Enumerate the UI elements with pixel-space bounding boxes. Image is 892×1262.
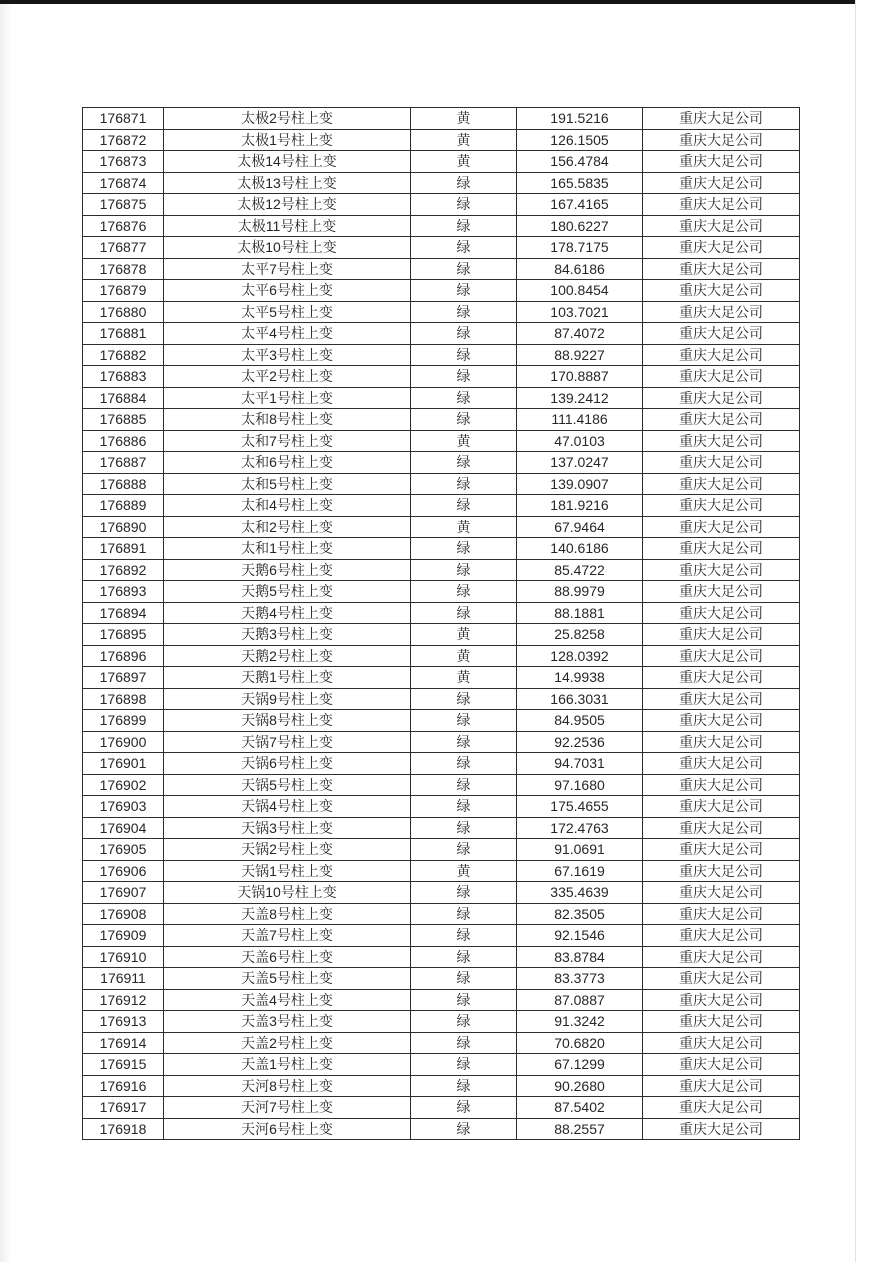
cell-status: 绿 bbox=[411, 237, 517, 259]
cell-value: 170.8887 bbox=[517, 366, 643, 388]
cell-status: 绿 bbox=[411, 1032, 517, 1054]
table-row bbox=[83, 387, 800, 409]
cell-id: 176895 bbox=[83, 624, 164, 646]
table-row bbox=[83, 194, 800, 216]
cell-name: 天鹅1号柱上变 bbox=[164, 667, 411, 689]
cell-company: 重庆大足公司 bbox=[643, 925, 800, 947]
cell-company: 重庆大足公司 bbox=[643, 237, 800, 259]
cell-name: 天河7号柱上变 bbox=[164, 1097, 411, 1119]
cell-id: 176905 bbox=[83, 839, 164, 861]
table-row bbox=[83, 710, 800, 732]
cell-status: 绿 bbox=[411, 409, 517, 431]
cell-company: 重庆大足公司 bbox=[643, 1011, 800, 1033]
cell-company: 重庆大足公司 bbox=[643, 108, 800, 130]
table-row bbox=[83, 172, 800, 194]
cell-name: 太极13号柱上变 bbox=[164, 172, 411, 194]
table-row bbox=[83, 452, 800, 474]
cell-value: 83.8784 bbox=[517, 946, 643, 968]
cell-company: 重庆大足公司 bbox=[643, 624, 800, 646]
cell-company: 重庆大足公司 bbox=[643, 151, 800, 173]
cell-status: 绿 bbox=[411, 710, 517, 732]
cell-company: 重庆大足公司 bbox=[643, 946, 800, 968]
table-row bbox=[83, 839, 800, 861]
cell-name: 天锅9号柱上变 bbox=[164, 688, 411, 710]
cell-company: 重庆大足公司 bbox=[643, 581, 800, 603]
cell-status: 黄 bbox=[411, 667, 517, 689]
cell-value: 94.7031 bbox=[517, 753, 643, 775]
cell-value: 87.4072 bbox=[517, 323, 643, 345]
cell-name: 天鹅2号柱上变 bbox=[164, 645, 411, 667]
cell-company: 重庆大足公司 bbox=[643, 1075, 800, 1097]
cell-id: 176875 bbox=[83, 194, 164, 216]
cell-company: 重庆大足公司 bbox=[643, 753, 800, 775]
cell-company: 重庆大足公司 bbox=[643, 667, 800, 689]
table-row bbox=[83, 1118, 800, 1140]
cell-id: 176892 bbox=[83, 559, 164, 581]
table-row bbox=[83, 301, 800, 323]
cell-name: 天盖2号柱上变 bbox=[164, 1032, 411, 1054]
table-row bbox=[83, 645, 800, 667]
cell-status: 绿 bbox=[411, 602, 517, 624]
cell-name: 太极11号柱上变 bbox=[164, 215, 411, 237]
cell-company: 重庆大足公司 bbox=[643, 1054, 800, 1076]
cell-value: 67.1299 bbox=[517, 1054, 643, 1076]
cell-company: 重庆大足公司 bbox=[643, 796, 800, 818]
cell-value: 92.1546 bbox=[517, 925, 643, 947]
cell-value: 165.5835 bbox=[517, 172, 643, 194]
cell-status: 绿 bbox=[411, 839, 517, 861]
cell-status: 绿 bbox=[411, 817, 517, 839]
cell-value: 100.8454 bbox=[517, 280, 643, 302]
cell-status: 绿 bbox=[411, 194, 517, 216]
cell-value: 128.0392 bbox=[517, 645, 643, 667]
table-row bbox=[83, 602, 800, 624]
table-row bbox=[83, 366, 800, 388]
cell-company: 重庆大足公司 bbox=[643, 839, 800, 861]
table-row bbox=[83, 559, 800, 581]
cell-id: 176883 bbox=[83, 366, 164, 388]
cell-status: 绿 bbox=[411, 882, 517, 904]
cell-name: 太和4号柱上变 bbox=[164, 495, 411, 517]
cell-value: 140.6186 bbox=[517, 538, 643, 560]
cell-id: 176918 bbox=[83, 1118, 164, 1140]
cell-id: 176877 bbox=[83, 237, 164, 259]
table-row bbox=[83, 1075, 800, 1097]
cell-status: 绿 bbox=[411, 280, 517, 302]
cell-company: 重庆大足公司 bbox=[643, 172, 800, 194]
cell-id: 176881 bbox=[83, 323, 164, 345]
cell-company: 重庆大足公司 bbox=[643, 989, 800, 1011]
cell-id: 176914 bbox=[83, 1032, 164, 1054]
cell-status: 绿 bbox=[411, 172, 517, 194]
cell-id: 176873 bbox=[83, 151, 164, 173]
cell-status: 绿 bbox=[411, 538, 517, 560]
cell-id: 176915 bbox=[83, 1054, 164, 1076]
cell-id: 176878 bbox=[83, 258, 164, 280]
cell-status: 黄 bbox=[411, 430, 517, 452]
cell-name: 天锅2号柱上变 bbox=[164, 839, 411, 861]
cell-company: 重庆大足公司 bbox=[643, 129, 800, 151]
cell-value: 88.9979 bbox=[517, 581, 643, 603]
cell-company: 重庆大足公司 bbox=[643, 968, 800, 990]
table-row bbox=[83, 774, 800, 796]
cell-value: 166.3031 bbox=[517, 688, 643, 710]
cell-id: 176880 bbox=[83, 301, 164, 323]
cell-name: 太平3号柱上变 bbox=[164, 344, 411, 366]
table-row bbox=[83, 946, 800, 968]
cell-value: 67.1619 bbox=[517, 860, 643, 882]
cell-name: 太平5号柱上变 bbox=[164, 301, 411, 323]
cell-id: 176916 bbox=[83, 1075, 164, 1097]
cell-id: 176901 bbox=[83, 753, 164, 775]
cell-status: 绿 bbox=[411, 989, 517, 1011]
cell-id: 176876 bbox=[83, 215, 164, 237]
cell-company: 重庆大足公司 bbox=[643, 860, 800, 882]
cell-company: 重庆大足公司 bbox=[643, 645, 800, 667]
cell-company: 重庆大足公司 bbox=[643, 258, 800, 280]
cell-name: 天锅1号柱上变 bbox=[164, 860, 411, 882]
cell-value: 335.4639 bbox=[517, 882, 643, 904]
cell-id: 176910 bbox=[83, 946, 164, 968]
cell-id: 176885 bbox=[83, 409, 164, 431]
cell-name: 天盖3号柱上变 bbox=[164, 1011, 411, 1033]
cell-name: 天鹅4号柱上变 bbox=[164, 602, 411, 624]
cell-company: 重庆大足公司 bbox=[643, 731, 800, 753]
cell-status: 黄 bbox=[411, 151, 517, 173]
cell-name: 太平1号柱上变 bbox=[164, 387, 411, 409]
cell-id: 176904 bbox=[83, 817, 164, 839]
cell-name: 太极1号柱上变 bbox=[164, 129, 411, 151]
cell-name: 天锅7号柱上变 bbox=[164, 731, 411, 753]
cell-id: 176911 bbox=[83, 968, 164, 990]
cell-name: 太和5号柱上变 bbox=[164, 473, 411, 495]
cell-company: 重庆大足公司 bbox=[643, 473, 800, 495]
cell-name: 太平4号柱上变 bbox=[164, 323, 411, 345]
cell-id: 176872 bbox=[83, 129, 164, 151]
cell-status: 绿 bbox=[411, 968, 517, 990]
cell-status: 绿 bbox=[411, 774, 517, 796]
cell-company: 重庆大足公司 bbox=[643, 452, 800, 474]
cell-company: 重庆大足公司 bbox=[643, 516, 800, 538]
cell-status: 黄 bbox=[411, 624, 517, 646]
table-row bbox=[83, 1054, 800, 1076]
table-body bbox=[83, 108, 800, 1140]
cell-id: 176909 bbox=[83, 925, 164, 947]
cell-value: 25.8258 bbox=[517, 624, 643, 646]
cell-name: 太和1号柱上变 bbox=[164, 538, 411, 560]
cell-value: 91.3242 bbox=[517, 1011, 643, 1033]
cell-value: 111.4186 bbox=[517, 409, 643, 431]
cell-status: 绿 bbox=[411, 452, 517, 474]
cell-value: 172.4763 bbox=[517, 817, 643, 839]
cell-status: 绿 bbox=[411, 581, 517, 603]
table-row bbox=[83, 968, 800, 990]
cell-id: 176888 bbox=[83, 473, 164, 495]
page-right-edge bbox=[855, 0, 856, 1262]
cell-id: 176896 bbox=[83, 645, 164, 667]
transformer-data-table bbox=[82, 107, 800, 1140]
cell-value: 92.2536 bbox=[517, 731, 643, 753]
cell-status: 绿 bbox=[411, 1054, 517, 1076]
cell-value: 88.9227 bbox=[517, 344, 643, 366]
cell-name: 太极14号柱上变 bbox=[164, 151, 411, 173]
cell-status: 黄 bbox=[411, 645, 517, 667]
cell-name: 太和2号柱上变 bbox=[164, 516, 411, 538]
cell-value: 91.0691 bbox=[517, 839, 643, 861]
cell-value: 83.3773 bbox=[517, 968, 643, 990]
cell-name: 天盖4号柱上变 bbox=[164, 989, 411, 1011]
cell-value: 175.4655 bbox=[517, 796, 643, 818]
cell-company: 重庆大足公司 bbox=[643, 882, 800, 904]
cell-id: 176886 bbox=[83, 430, 164, 452]
cell-value: 180.6227 bbox=[517, 215, 643, 237]
cell-value: 88.2557 bbox=[517, 1118, 643, 1140]
cell-status: 黄 bbox=[411, 108, 517, 130]
cell-company: 重庆大足公司 bbox=[643, 344, 800, 366]
cell-name: 天锅6号柱上变 bbox=[164, 753, 411, 775]
cell-id: 176890 bbox=[83, 516, 164, 538]
cell-status: 绿 bbox=[411, 731, 517, 753]
table-row bbox=[83, 516, 800, 538]
table-row bbox=[83, 624, 800, 646]
table-row bbox=[83, 323, 800, 345]
cell-id: 176899 bbox=[83, 710, 164, 732]
cell-status: 绿 bbox=[411, 344, 517, 366]
cell-status: 绿 bbox=[411, 925, 517, 947]
cell-value: 178.7175 bbox=[517, 237, 643, 259]
cell-company: 重庆大足公司 bbox=[643, 602, 800, 624]
cell-name: 天盖5号柱上变 bbox=[164, 968, 411, 990]
cell-value: 85.4722 bbox=[517, 559, 643, 581]
cell-company: 重庆大足公司 bbox=[643, 903, 800, 925]
table-row bbox=[83, 151, 800, 173]
cell-name: 天盖1号柱上变 bbox=[164, 1054, 411, 1076]
cell-id: 176897 bbox=[83, 667, 164, 689]
cell-id: 176894 bbox=[83, 602, 164, 624]
cell-company: 重庆大足公司 bbox=[643, 817, 800, 839]
table-row bbox=[83, 473, 800, 495]
cell-status: 绿 bbox=[411, 473, 517, 495]
table-row bbox=[83, 430, 800, 452]
table-row bbox=[83, 237, 800, 259]
cell-name: 天锅10号柱上变 bbox=[164, 882, 411, 904]
cell-name: 太极12号柱上变 bbox=[164, 194, 411, 216]
cell-value: 14.9938 bbox=[517, 667, 643, 689]
cell-name: 天河6号柱上变 bbox=[164, 1118, 411, 1140]
cell-company: 重庆大足公司 bbox=[643, 688, 800, 710]
cell-name: 天锅3号柱上变 bbox=[164, 817, 411, 839]
cell-value: 103.7021 bbox=[517, 301, 643, 323]
page-left-shade bbox=[0, 4, 12, 1262]
cell-company: 重庆大足公司 bbox=[643, 215, 800, 237]
cell-status: 黄 bbox=[411, 860, 517, 882]
cell-name: 天河8号柱上变 bbox=[164, 1075, 411, 1097]
cell-id: 176913 bbox=[83, 1011, 164, 1033]
cell-value: 84.6186 bbox=[517, 258, 643, 280]
cell-value: 139.0907 bbox=[517, 473, 643, 495]
cell-id: 176903 bbox=[83, 796, 164, 818]
cell-company: 重庆大足公司 bbox=[643, 1032, 800, 1054]
cell-name: 天锅4号柱上变 bbox=[164, 796, 411, 818]
cell-company: 重庆大足公司 bbox=[643, 366, 800, 388]
cell-value: 191.5216 bbox=[517, 108, 643, 130]
cell-id: 176893 bbox=[83, 581, 164, 603]
table-row bbox=[83, 280, 800, 302]
cell-company: 重庆大足公司 bbox=[643, 495, 800, 517]
cell-status: 绿 bbox=[411, 688, 517, 710]
cell-name: 太和7号柱上变 bbox=[164, 430, 411, 452]
cell-status: 黄 bbox=[411, 129, 517, 151]
cell-name: 天盖7号柱上变 bbox=[164, 925, 411, 947]
cell-status: 绿 bbox=[411, 495, 517, 517]
page-top-edge bbox=[0, 0, 856, 4]
cell-name: 太极2号柱上变 bbox=[164, 108, 411, 130]
cell-name: 太和6号柱上变 bbox=[164, 452, 411, 474]
table-row bbox=[83, 344, 800, 366]
table-row bbox=[83, 581, 800, 603]
cell-name: 天鹅6号柱上变 bbox=[164, 559, 411, 581]
table-row bbox=[83, 538, 800, 560]
cell-value: 70.6820 bbox=[517, 1032, 643, 1054]
cell-id: 176898 bbox=[83, 688, 164, 710]
cell-value: 47.0103 bbox=[517, 430, 643, 452]
table-row bbox=[83, 409, 800, 431]
table-row bbox=[83, 882, 800, 904]
table-row bbox=[83, 129, 800, 151]
cell-name: 天鹅3号柱上变 bbox=[164, 624, 411, 646]
cell-name: 天鹅5号柱上变 bbox=[164, 581, 411, 603]
cell-name: 天锅5号柱上变 bbox=[164, 774, 411, 796]
cell-name: 太平6号柱上变 bbox=[164, 280, 411, 302]
cell-company: 重庆大足公司 bbox=[643, 301, 800, 323]
table-row bbox=[83, 860, 800, 882]
cell-id: 176874 bbox=[83, 172, 164, 194]
cell-id: 176908 bbox=[83, 903, 164, 925]
cell-name: 太平7号柱上变 bbox=[164, 258, 411, 280]
cell-value: 139.2412 bbox=[517, 387, 643, 409]
table-row bbox=[83, 753, 800, 775]
cell-company: 重庆大足公司 bbox=[643, 280, 800, 302]
cell-id: 176889 bbox=[83, 495, 164, 517]
cell-value: 87.0887 bbox=[517, 989, 643, 1011]
cell-company: 重庆大足公司 bbox=[643, 774, 800, 796]
cell-status: 绿 bbox=[411, 796, 517, 818]
cell-status: 绿 bbox=[411, 215, 517, 237]
cell-name: 太和8号柱上变 bbox=[164, 409, 411, 431]
cell-id: 176879 bbox=[83, 280, 164, 302]
table-row bbox=[83, 667, 800, 689]
cell-name: 太平2号柱上变 bbox=[164, 366, 411, 388]
table-row bbox=[83, 688, 800, 710]
cell-company: 重庆大足公司 bbox=[643, 430, 800, 452]
table-row bbox=[83, 903, 800, 925]
cell-status: 绿 bbox=[411, 946, 517, 968]
cell-value: 87.5402 bbox=[517, 1097, 643, 1119]
cell-value: 82.3505 bbox=[517, 903, 643, 925]
table-row bbox=[83, 817, 800, 839]
cell-status: 黄 bbox=[411, 516, 517, 538]
cell-status: 绿 bbox=[411, 1075, 517, 1097]
cell-company: 重庆大足公司 bbox=[643, 1097, 800, 1119]
cell-status: 绿 bbox=[411, 1097, 517, 1119]
table-row bbox=[83, 925, 800, 947]
cell-company: 重庆大足公司 bbox=[643, 710, 800, 732]
cell-company: 重庆大足公司 bbox=[643, 559, 800, 581]
table-row bbox=[83, 1011, 800, 1033]
cell-status: 绿 bbox=[411, 258, 517, 280]
cell-value: 167.4165 bbox=[517, 194, 643, 216]
cell-company: 重庆大足公司 bbox=[643, 194, 800, 216]
cell-status: 绿 bbox=[411, 903, 517, 925]
cell-value: 156.4784 bbox=[517, 151, 643, 173]
cell-id: 176891 bbox=[83, 538, 164, 560]
cell-status: 绿 bbox=[411, 1118, 517, 1140]
cell-id: 176902 bbox=[83, 774, 164, 796]
cell-company: 重庆大足公司 bbox=[643, 409, 800, 431]
cell-value: 88.1881 bbox=[517, 602, 643, 624]
table-row bbox=[83, 258, 800, 280]
table-row bbox=[83, 215, 800, 237]
cell-value: 137.0247 bbox=[517, 452, 643, 474]
cell-id: 176906 bbox=[83, 860, 164, 882]
cell-status: 绿 bbox=[411, 753, 517, 775]
cell-value: 84.9505 bbox=[517, 710, 643, 732]
cell-value: 126.1505 bbox=[517, 129, 643, 151]
table-row bbox=[83, 108, 800, 130]
cell-id: 176917 bbox=[83, 1097, 164, 1119]
table-row bbox=[83, 1097, 800, 1119]
cell-name: 天盖6号柱上变 bbox=[164, 946, 411, 968]
cell-id: 176887 bbox=[83, 452, 164, 474]
cell-status: 绿 bbox=[411, 366, 517, 388]
cell-value: 97.1680 bbox=[517, 774, 643, 796]
cell-id: 176871 bbox=[83, 108, 164, 130]
cell-company: 重庆大足公司 bbox=[643, 387, 800, 409]
cell-id: 176882 bbox=[83, 344, 164, 366]
cell-status: 绿 bbox=[411, 323, 517, 345]
cell-id: 176912 bbox=[83, 989, 164, 1011]
cell-name: 天锅8号柱上变 bbox=[164, 710, 411, 732]
cell-status: 绿 bbox=[411, 301, 517, 323]
cell-name: 天盖8号柱上变 bbox=[164, 903, 411, 925]
cell-company: 重庆大足公司 bbox=[643, 1118, 800, 1140]
cell-company: 重庆大足公司 bbox=[643, 323, 800, 345]
cell-company: 重庆大足公司 bbox=[643, 538, 800, 560]
cell-id: 176907 bbox=[83, 882, 164, 904]
cell-value: 181.9216 bbox=[517, 495, 643, 517]
table-row bbox=[83, 796, 800, 818]
table-row bbox=[83, 1032, 800, 1054]
cell-status: 绿 bbox=[411, 387, 517, 409]
table-row bbox=[83, 731, 800, 753]
cell-id: 176884 bbox=[83, 387, 164, 409]
cell-status: 绿 bbox=[411, 559, 517, 581]
table-row bbox=[83, 495, 800, 517]
cell-value: 90.2680 bbox=[517, 1075, 643, 1097]
cell-name: 太极10号柱上变 bbox=[164, 237, 411, 259]
cell-id: 176900 bbox=[83, 731, 164, 753]
table-row bbox=[83, 989, 800, 1011]
cell-status: 绿 bbox=[411, 1011, 517, 1033]
cell-value: 67.9464 bbox=[517, 516, 643, 538]
